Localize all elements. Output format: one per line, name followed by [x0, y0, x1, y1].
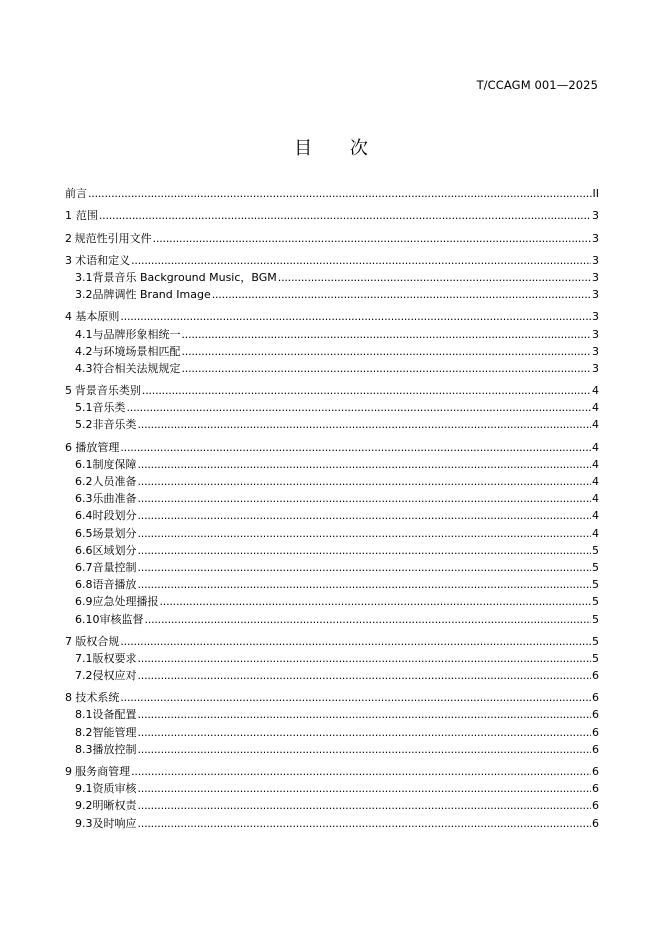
toc-leader-dots [182, 362, 592, 375]
toc-entry-number: 2 [65, 231, 72, 245]
document-code: T/CCAGM 001—2025 [476, 78, 598, 92]
toc-entry-number: 6.10 [75, 612, 100, 626]
toc-leader-dots [145, 613, 592, 626]
toc-entry-page: 6 [592, 708, 599, 722]
toc-entry-label: 播放管理 [75, 440, 120, 454]
toc-leader-dots [138, 578, 592, 591]
toc-entry-number: 8.1 [75, 708, 93, 722]
toc-entry[interactable] [65, 540, 599, 557]
toc-entry-page: 3 [592, 310, 599, 324]
toc-entry-page: 4 [592, 384, 599, 398]
toc-entry-number: 6.4 [75, 509, 93, 523]
toc-leader-dots [212, 288, 591, 301]
toc-entry-number: 3.1 [75, 270, 93, 284]
toc-entry-page: 3 [592, 288, 599, 302]
toc-entry-page: 4 [592, 492, 599, 506]
toc-entry-label: 品牌调性 Brand Image [92, 288, 211, 302]
toc-entry-page: 4 [592, 526, 599, 540]
toc-entry[interactable] [65, 557, 599, 574]
toc-entry-label: 版权要求 [92, 651, 137, 665]
toc-entry-page: 6 [592, 782, 599, 796]
toc-entry-label: 版权合规 [75, 634, 120, 648]
toc-leader-dots [138, 475, 592, 488]
toc-entry-label: 设备配置 [92, 708, 137, 722]
toc-entry-number: 6.5 [75, 526, 93, 540]
toc-leader-dots [138, 726, 592, 739]
toc-leader-dots [120, 441, 591, 454]
toc-entry-number: 5.2 [75, 418, 93, 432]
toc-entry-number: 4.3 [75, 361, 93, 375]
toc-entry[interactable] [65, 608, 599, 625]
toc-entry-page: 3 [592, 270, 599, 284]
toc-entry-label: 范围 [75, 209, 98, 223]
toc-entry[interactable] [65, 665, 599, 682]
toc-title: 目 次 [294, 138, 384, 159]
toc-entry-page: 4 [592, 418, 599, 432]
toc-leader-dots [160, 595, 592, 608]
toc-entry-label: 与品牌形象相统一 [92, 327, 181, 341]
toc-leader-dots [278, 271, 591, 284]
toc-entry-page: 6 [592, 725, 599, 739]
toc-leader-dots [138, 708, 592, 721]
toc-entry-label: 规范性引用文件 [74, 231, 152, 245]
toc-entry-number: 6 [65, 440, 72, 454]
toc-leader-dots [138, 492, 592, 505]
toc-entry-number: 8 [65, 691, 72, 705]
toc-entry[interactable] [65, 267, 599, 284]
toc-entry-number: 7.1 [75, 651, 93, 665]
toc-entry-page: 5 [592, 595, 599, 609]
toc-leader-dots [138, 669, 592, 682]
toc-entry-label: 播放控制 [92, 742, 137, 756]
toc-entry-page: 6 [592, 765, 599, 778]
toc-entry-number: 1 [65, 209, 72, 223]
toc-entry-number: 9 [65, 765, 72, 778]
toc-leader-dots [153, 232, 591, 245]
toc-entry[interactable] [65, 522, 599, 539]
toc-entry-number: 7 [65, 634, 72, 648]
toc-entry[interactable] [65, 471, 599, 488]
toc-entry[interactable] [65, 739, 599, 756]
toc-entry-number: 3 [65, 253, 72, 267]
toc-entry-label: 区域划分 [92, 543, 137, 557]
toc-entry[interactable] [65, 250, 599, 267]
toc-entry-number: 9.3 [75, 816, 93, 830]
toc-entry-number: 6.8 [75, 578, 93, 592]
toc-leader-dots [131, 765, 591, 778]
toc-entry[interactable] [65, 648, 599, 665]
toc-entry-label: 资质审核 [92, 782, 137, 796]
toc-entry-label: 及时响应 [92, 816, 137, 830]
toc-entry-number: 9.1 [75, 782, 93, 796]
toc-entry[interactable] [65, 323, 599, 340]
toc-entry-label: 术语和定义 [75, 253, 131, 267]
toc-entry-label: 前言 [65, 187, 87, 201]
toc-entry-page: 4 [592, 475, 599, 488]
toc-entry-label: 技术系统 [75, 691, 120, 705]
toc-entry[interactable] [65, 761, 599, 778]
toc-entry-page: 3 [592, 344, 599, 358]
toc-entry-number: 6.3 [75, 492, 93, 506]
toc-entry-page: 4 [592, 440, 599, 454]
toc-entry-page: 5 [592, 578, 599, 592]
toc-entry-label: 人员准备 [92, 475, 137, 488]
toc-entry-label: 智能管理 [92, 725, 137, 739]
toc-entry[interactable] [65, 414, 599, 431]
toc-entry-label: 背景音乐类别 [74, 384, 141, 398]
toc-entry-label: 乐曲准备 [92, 492, 137, 506]
toc-entry-number: 9.2 [75, 799, 93, 813]
toc-entry[interactable] [65, 488, 599, 505]
toc-leader-dots [138, 561, 592, 574]
toc-leader-dots [182, 328, 592, 341]
toc-entry-page: 3 [592, 231, 599, 245]
toc-entry-number: 8.2 [75, 725, 93, 739]
toc-entry-label: 语音播放 [92, 578, 137, 592]
toc-entry[interactable] [65, 436, 599, 453]
toc-entry-number: 6.9 [75, 595, 93, 609]
toc-entry[interactable] [65, 505, 599, 522]
toc-leader-dots [127, 401, 592, 414]
toc-entry[interactable] [65, 574, 599, 591]
toc-entry-label: 音乐类 [92, 401, 126, 415]
toc-entry-number: 8.3 [75, 742, 93, 756]
toc-leader-dots [138, 652, 592, 665]
toc-entry-label: 应急处理播报 [92, 595, 159, 609]
toc-entry-label: 审核监督 [99, 612, 144, 626]
toc-entry[interactable] [65, 454, 599, 471]
toc-entry-label: 服务商管理 [75, 765, 131, 778]
toc-leader-dots [138, 418, 592, 431]
toc-entry-page: 6 [592, 742, 599, 756]
toc-leader-dots [120, 691, 591, 704]
toc-entry[interactable] [65, 397, 599, 414]
toc-entry-page: 5 [592, 543, 599, 557]
toc-leader-dots [138, 782, 592, 795]
toc-entry-number: 6.1 [75, 457, 93, 471]
toc-entry-number: 3.2 [75, 288, 93, 302]
toc-entry-page: 3 [592, 361, 599, 375]
toc-entry[interactable] [65, 795, 599, 812]
toc-entry-page: 5 [592, 634, 599, 648]
toc-leader-dots [142, 384, 591, 397]
toc-leader-dots [138, 458, 592, 471]
toc-leader-dots [99, 209, 591, 222]
toc-entry[interactable] [65, 778, 599, 795]
toc-entry[interactable] [65, 380, 599, 397]
toc-leader-dots [138, 509, 592, 522]
toc-entry-number: 6.7 [75, 560, 93, 574]
toc-leader-dots [88, 187, 592, 200]
toc-leader-dots [120, 310, 591, 323]
toc-leader-dots [138, 743, 592, 756]
toc-entry-number: 4.2 [75, 344, 93, 358]
toc-entry-page: 5 [592, 651, 599, 665]
toc-entry-number: 5 [65, 384, 72, 398]
toc-entry-number: 6.6 [75, 543, 93, 557]
toc-entry[interactable] [65, 306, 599, 323]
toc-entry-label: 符合相关法规规定 [92, 361, 181, 375]
toc-entry[interactable] [65, 205, 599, 222]
toc-entry[interactable] [65, 227, 599, 244]
toc-entry[interactable] [65, 704, 599, 721]
toc-entry-number: 4 [65, 310, 72, 324]
toc-entry-label: 侵权应对 [92, 669, 137, 683]
toc-entry-label: 制度保障 [92, 457, 137, 471]
toc-entry[interactable] [65, 591, 599, 608]
toc-entry-page: II [592, 187, 599, 201]
toc-leader-dots [138, 799, 592, 812]
table-of-contents [65, 183, 599, 830]
toc-entry-label: 时段划分 [92, 509, 137, 523]
toc-entry-number: 4.1 [75, 327, 93, 341]
toc-entry[interactable] [65, 687, 599, 704]
toc-entry-label: 场景划分 [92, 526, 137, 540]
toc-leader-dots [120, 635, 591, 648]
toc-entry-number: 7.2 [75, 669, 93, 683]
toc-entry[interactable] [65, 631, 599, 648]
toc-entry-page: 3 [592, 327, 599, 341]
toc-leader-dots [182, 345, 592, 358]
toc-leader-dots [138, 527, 592, 540]
toc-entry-number: 5.1 [75, 401, 93, 415]
toc-entry-label: 基本原则 [75, 310, 120, 324]
toc-entry-label: 音量控制 [92, 560, 137, 574]
toc-entry-page: 6 [592, 799, 599, 813]
toc-entry-label: 非音乐类 [92, 418, 137, 432]
toc-entry[interactable] [65, 358, 599, 375]
toc-entry-page: 3 [592, 209, 599, 223]
toc-entry[interactable] [65, 183, 599, 200]
toc-entry-number: 6.2 [75, 475, 93, 488]
toc-entry-page: 4 [592, 401, 599, 415]
toc-entry-page: 5 [592, 612, 599, 626]
toc-entry-label: 背景音乐 Background Music，BGM [92, 270, 277, 284]
toc-entry[interactable] [65, 284, 599, 301]
toc-entry-page: 4 [592, 457, 599, 471]
toc-leader-dots [138, 544, 592, 557]
toc-leader-dots [138, 817, 592, 830]
toc-leader-dots [131, 254, 591, 267]
toc-entry[interactable] [65, 721, 599, 738]
toc-entry-page: 5 [592, 560, 599, 574]
toc-entry-label: 与环境场景相匹配 [92, 344, 181, 358]
toc-entry-page: 6 [592, 669, 599, 683]
toc-entry-label: 明晰权责 [92, 799, 137, 813]
toc-entry[interactable] [65, 812, 599, 829]
toc-entry[interactable] [65, 341, 599, 358]
toc-entry-page: 3 [592, 253, 599, 267]
toc-entry-page: 4 [592, 509, 599, 523]
toc-entry-page: 6 [592, 691, 599, 705]
toc-entry-page: 6 [592, 816, 599, 830]
